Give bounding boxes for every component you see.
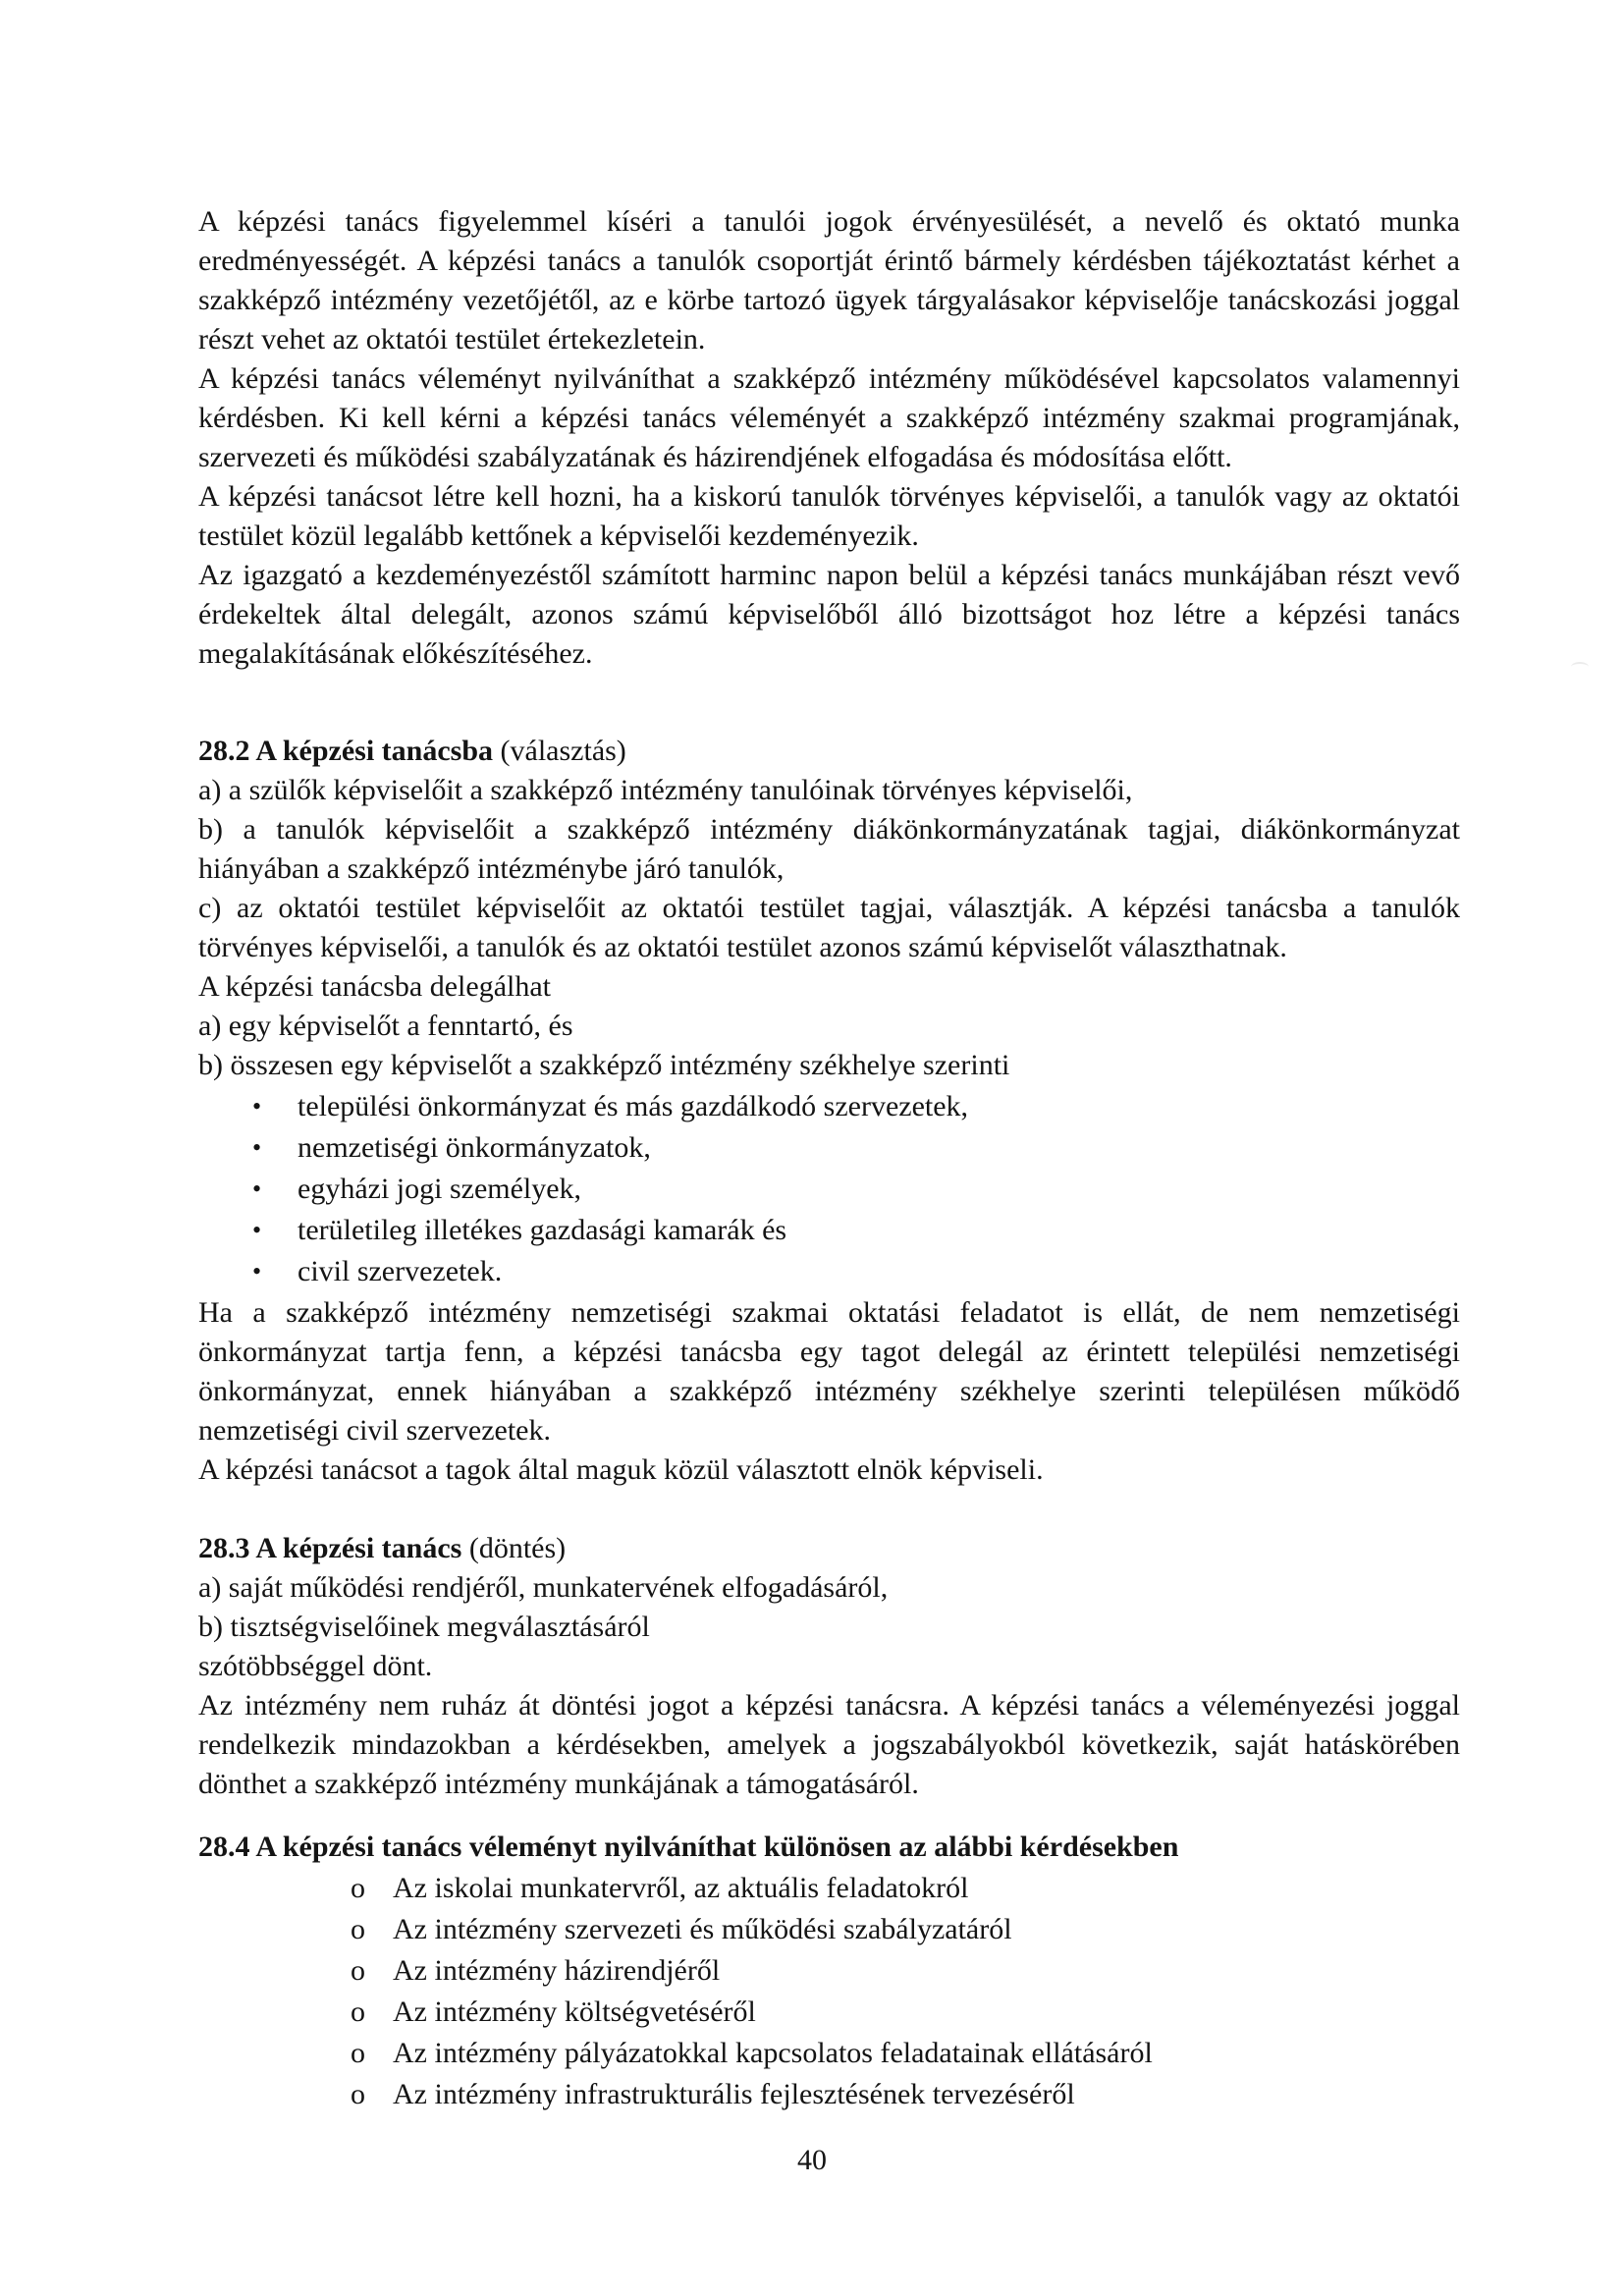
list-item-a: a) saját működési rendjéről, munkatervének elfogadásáról, <box>198 1571 889 1604</box>
section-28-2 <box>198 732 1460 1490</box>
paragraph-szotobbseg: szótöbbséggel dönt. <box>198 1650 433 1682</box>
circle-list-item <box>198 1910 1460 1949</box>
circle-item-label: Az intézmény pályázatokkal kapcsolatos feladatainak ellátásáról <box>393 2037 1153 2069</box>
bullet-icon: • <box>252 1092 262 1121</box>
circle-bullet-icon: o <box>351 2078 365 2110</box>
bullet-item-label: nemzetiségi önkormányzatok, <box>298 1131 651 1164</box>
bullet-item <box>198 1128 1460 1168</box>
bullet-list <box>198 1087 1460 1291</box>
list-item-b: b) tisztségviselőinek megválasztásáról <box>198 1611 650 1643</box>
scan-artifact-mark <box>1571 662 1589 672</box>
circle-item-label: Az intézmény házirendjéről <box>393 1954 721 1987</box>
circle-list-item <box>198 1951 1460 1991</box>
intro-paragraphs <box>198 202 1460 674</box>
circle-bullet-icon: o <box>351 1995 365 2028</box>
page-number: 40 <box>797 2144 827 2176</box>
bullet-item-label: egyházi jogi személyek, <box>298 1173 582 1205</box>
paragraph-delegate-intro: A képzési tanácsba delegálhat <box>198 970 552 1003</box>
paragraph-elnok: A képzési tanácsot a tagok által maguk közül választott elnök képviseli. <box>198 1453 1044 1486</box>
circle-item-label: Az intézmény szervezeti és működési szabályzatáról <box>393 1913 1012 1945</box>
paragraph-monitoring: A képzési tanács figyelemmel kíséri a tanulói jogok érvényesülését, a nevelő és oktató munka eredményességét. A képzési tanács a tanulók csoportját érintő bármely kérdésben tájékoztatást kérhet a szakképző intézmény vezetőjétől, az e körbe tartozó ügyek tárgyalásakor képviselője tanácskozási joggal részt vehet az oktatói testület értekezletein. <box>198 205 1460 355</box>
section-28-2-heading-subtitle: (választás) <box>500 735 626 767</box>
bullet-icon: • <box>252 1175 262 1203</box>
circle-list-item <box>198 2075 1460 2114</box>
section-28-3-heading-number-title: 28.3 A képzési tanács <box>198 1532 462 1564</box>
bullet-item-label: területileg illetékes gazdasági kamarák és <box>298 1214 787 1246</box>
circle-item-label: Az intézmény költségvetéséről <box>393 1995 756 2028</box>
list-item-c: c) az oktatói testület képviselőit az oktatói testület tagjai, választják. A képzési tanácsba a tanulók törvényes képviselői, a tanulók és az oktatói testület azonos számú képviselőt választhatnak. <box>198 892 1460 963</box>
circle-list-item <box>198 2034 1460 2073</box>
paragraph-nemzetisegi: Ha a szakképző intézmény nemzetiségi szakmai oktatási feladatot is ellát, de nem nemzetiségi önkormányzat tartja fenn, a képzési tanácsba egy tagot delegál az érintett települési nemzetiségi önkormányzat, ennek hiányában a szakképző intézmény székhelye szerinti településen működő nemzetiségi civil szervezetek. <box>198 1296 1460 1447</box>
section-28-4-heading: 28.4 A képzési tanács véleményt nyilváníthat különösen az alábbi kérdésekben <box>198 1831 1179 1863</box>
bullet-item-label: települési önkormányzat és más gazdálkodó szervezetek, <box>298 1090 969 1122</box>
list-item-b: b) a tanulók képviselőit a szakképző intézmény diákönkormányzatának tagjai, diákönkormányzat hiányában a szakképző intézménybe járó tanulók, <box>198 813 1460 885</box>
paragraph-decision-rights: Az intézmény nem ruház át döntési jogot a képzési tanácsra. A képzési tanács a véleményezési joggal rendelkezik mindazokban a kérdésekben, amelyek a jogszabályokból következik, saját hatáskörében dönthet a szakképző intézmény munkájának a támogatásáról. <box>198 1689 1460 1800</box>
paragraph-opinion: A képzési tanács véleményt nyilváníthat a szakképző intézmény működésével kapcsolatos valamennyi kérdésben. Ki kell kérni a képzési tanács véleményét a szakképző intézmény szakmai programjának, szervezeti és működési szabályzatának és házirendjének elfogadása és módosítása előtt. <box>198 362 1460 473</box>
circle-bullet-icon: o <box>351 2037 365 2069</box>
list-item-a: a) a szülők képviselőit a szakképző intézmény tanulóinak törvényes képviselői, <box>198 774 1133 806</box>
section-28-3 <box>198 1529 1460 1804</box>
circle-bullet-icon: o <box>351 1954 365 1987</box>
bullet-item <box>198 1211 1460 1250</box>
circle-item-label: Az iskolai munkatervről, az aktuális feladatokról <box>393 1872 969 1904</box>
circle-bullet-icon: o <box>351 1872 365 1904</box>
circle-list <box>198 1869 1460 2114</box>
paragraph-director: Az igazgató a kezdeményezéstől számított harminc napon belül a képzési tanács munkájában részt vevő érdekeltek által delegált, azonos számú képviselőből álló bizottságot hoz létre a képzési tanács megalakításának előkészítéséhez. <box>198 559 1460 670</box>
bullet-item-label: civil szervezetek. <box>298 1255 503 1287</box>
bullet-icon: • <box>252 1216 262 1244</box>
section-28-2-heading-number-title: 28.2 A képzési tanácsba <box>198 735 494 767</box>
section-28-4 <box>198 1828 1460 2116</box>
section-28-3-heading-subtitle: (döntés) <box>468 1532 567 1564</box>
bullet-item <box>198 1170 1460 1209</box>
bullet-item <box>198 1252 1460 1291</box>
list-item-delegate-a: a) egy képviselőt a fenntartó, és <box>198 1010 573 1042</box>
list-item-delegate-b: b) összesen egy képviselőt a szakképző intézmény székhelye szerinti <box>198 1049 1010 1081</box>
circle-item-label: Az intézmény infrastrukturális fejlesztésének tervezéséről <box>393 2078 1075 2110</box>
circle-bullet-icon: o <box>351 1913 365 1945</box>
bullet-item <box>198 1087 1460 1126</box>
section-28-2-heading <box>198 732 1460 771</box>
circle-list-item <box>198 1993 1460 2032</box>
circle-list-item <box>198 1869 1460 1908</box>
paragraph-establishment: A képzési tanácsot létre kell hozni, ha a kiskorú tanulók törvényes képviselői, a tanulók vagy az oktatói testület közül legalább kettőnek a képviselői kezdeményezik. <box>198 480 1460 552</box>
section-28-3-heading <box>198 1529 1460 1568</box>
bullet-icon: • <box>252 1133 262 1162</box>
bullet-icon: • <box>252 1257 262 1285</box>
